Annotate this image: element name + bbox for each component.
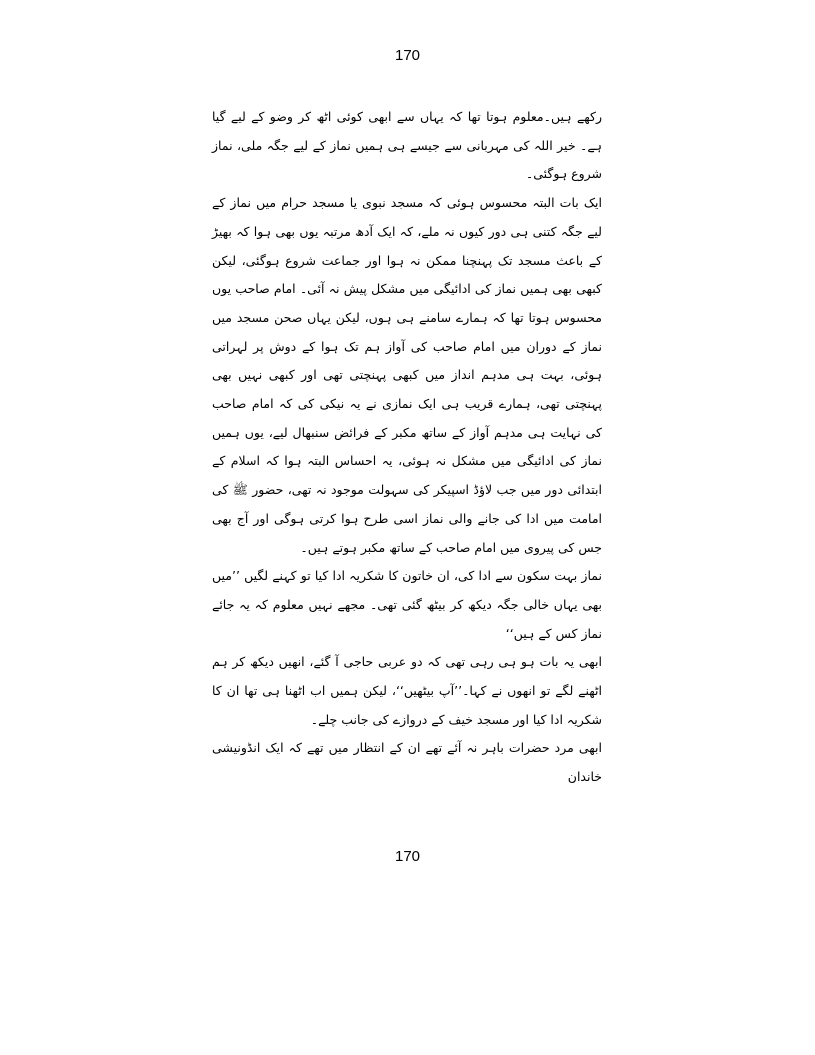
page-number-bottom: 170 bbox=[394, 848, 421, 865]
paragraph-1: رکھے ہیں۔معلوم ہوتا تھا کہ یہاں سے ابھی کوئی اٹھ کر وضو کے لیے گیا ہے۔ خیر اللہ کی مہربانی سے جیسے ہی ہمیں نماز کے لیے جگہ ملی، نماز شروع ہوگئی۔ bbox=[212, 109, 602, 182]
paragraph-2: ایک بات البتہ محسوس ہوئی کہ مسجد نبوی یا مسجد حرام میں نماز کے لیے جگہ کتنی ہی دور کیوں نہ ملے، کہ ایک آدھ مرتبہ یوں بھی ہوا کہ بھیڑ کے باعث مسجد تک پہنچنا ممکن نہ ہوا اور جماعت شروع ہوگئی، لیکن کبھی بھی ہمیں نماز کی ادائیگی میں مشکل پیش نہ آئی۔ امام صاحب یوں محسوس ہوتا تھا کہ ہمارے سامنے ہی ہوں، لیکن یہاں صحن مسجد میں نماز کے دوران میں امام صاحب کی آواز ہم تک ہوا کے دوش پر لہراتی ہوئی، بہت ہی مدہم انداز میں کبھی پہنچتی تھی اور کبھی نہیں بھی پہنچتی تھی، ہمارے قریب ہی ایک نمازی نے یہ نیکی کی کہ امام صاحب کی نہایت ہی مدہم آواز کے ساتھ مکبر کے فرائض سنبھال لیے، یوں ہمیں نماز کی ادائیگی میں مشکل نہ ہوئی، یہ احساس البتہ ہوا کہ اسلام کے ابتدائی دور میں جب لاؤڈ اسپیکر کی سہولت موجود نہ تھی، حضور ﷺ کی امامت میں ادا کی جانے والی نماز اسی طرح ہوا کرتی ہوگی اور آج بھی جس کی پیروی میں امام صاحب کے ساتھ مکبر ہوتے ہیں۔ bbox=[212, 195, 602, 555]
page-number-top: 170 bbox=[394, 47, 421, 64]
paragraph-4: ابھی یہ بات ہو ہی رہی تھی کہ دو عربی حاجی آ گئے، انھیں دیکھ کر ہم اٹھنے لگے تو انھوں نے کہا۔’’آپ بیٹھیں‘‘، لیکن ہمیں اب اٹھنا ہی تھا ان کا شکریہ ادا کیا اور مسجد خیف کے دروازے کی جانب چلے۔ bbox=[212, 654, 602, 727]
paragraph-3: نماز بہت سکون سے ادا کی، ان خاتون کا شکریہ ادا کیا تو کہنے لگیں ’’میں بھی یہاں خالی جگہ دیکھ کر بیٹھ گئی تھی۔ مجھے نہیں معلوم کہ یہ جائے نماز کس کے ہیں‘‘ bbox=[212, 568, 602, 641]
page-body bbox=[212, 103, 602, 792]
paragraph-5: ابھی مرد حضرات باہر نہ آئے تھے ان کے انتظار میں تھے کہ ایک انڈونیشی خاندان bbox=[212, 740, 602, 785]
